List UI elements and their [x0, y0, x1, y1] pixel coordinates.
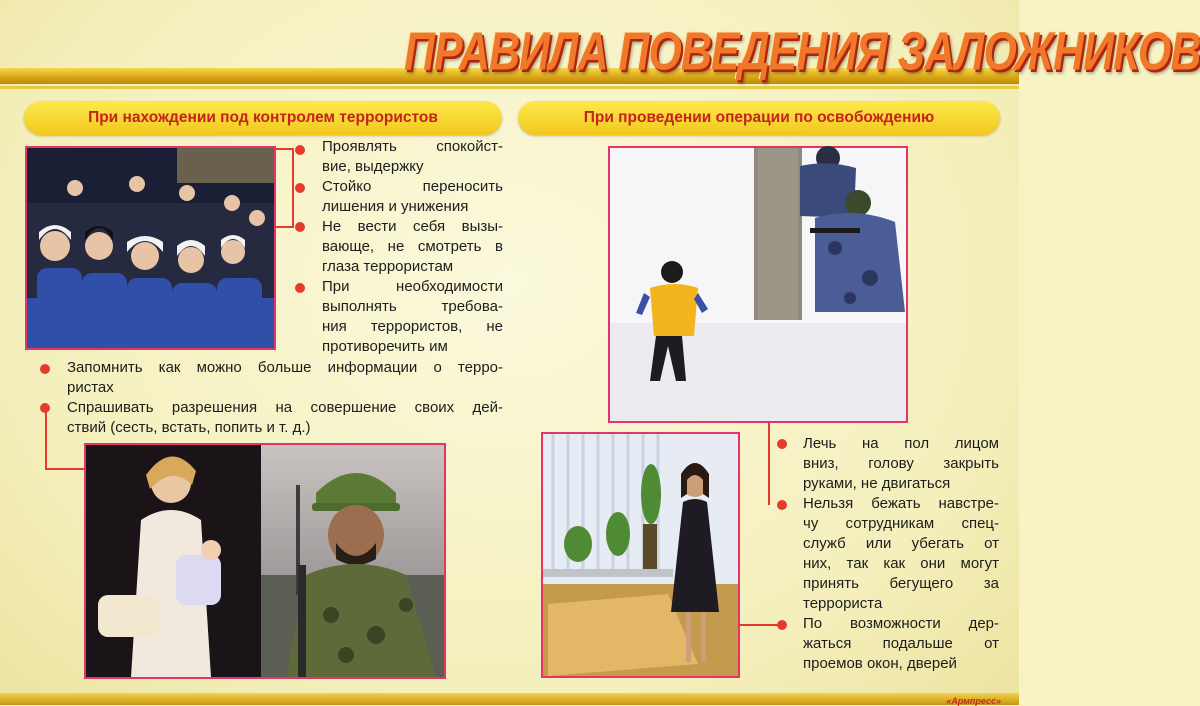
- connector-line: [45, 410, 47, 470]
- bullet-dot: [777, 439, 787, 449]
- right-item-2-line: них, так как они могут: [803, 555, 999, 572]
- bullet-dot: [295, 145, 305, 155]
- left-item-3-line: вающе, не смотреть в: [322, 238, 503, 255]
- left-item-1: [322, 137, 503, 177]
- left-item-2-line: Стойко переносить: [322, 178, 503, 195]
- right-item-2-line: Нельзя бежать навстре-: [803, 495, 999, 512]
- bottom-band: [0, 693, 1019, 705]
- connector-line: [740, 624, 780, 626]
- right-item-1-line: вниз, голову закрыть: [803, 455, 999, 472]
- left-item-2: [322, 177, 503, 217]
- left-item-4-line: ния террористов, не: [322, 318, 503, 335]
- connector-line: [292, 148, 294, 228]
- left-item-3-line: Не вести себя вызы-: [322, 218, 503, 235]
- right-item-3-line: жаться подальше от: [803, 635, 999, 652]
- right-item-2-line: террориста: [803, 595, 883, 612]
- left-item-3-line: глаза террористам: [322, 258, 454, 275]
- right-item-2: [803, 494, 999, 614]
- bullet-dot: [295, 283, 305, 293]
- left-item-4-line: При необходимости: [322, 278, 503, 295]
- right-item-3: [803, 614, 999, 674]
- bullet-dot: [777, 620, 787, 630]
- bullet-dot: [40, 403, 50, 413]
- right-item-1-line: руками, не двигаться: [803, 475, 951, 492]
- connector-line: [276, 226, 294, 228]
- photo-hostages-in-theater: [25, 146, 276, 350]
- photo-child-and-special-forces: [608, 146, 908, 423]
- left-item-5: [67, 358, 503, 398]
- right-item-2-line: чу сотрудникам спец-: [803, 515, 999, 532]
- photo-snow-illustration: [610, 148, 906, 421]
- left-item-4-line: выполнять требова-: [322, 298, 503, 315]
- photo-woman-in-office: [541, 432, 740, 678]
- left-item-4-line: противоречить им: [322, 338, 448, 355]
- right-item-3-line: По возможности дер-: [803, 615, 999, 632]
- left-item-6: [67, 398, 503, 438]
- left-item-1-line: Проявлять спокойст-: [322, 138, 503, 155]
- left-item-5-line: Запомнить как можно больше информации о терро-: [67, 359, 503, 376]
- left-item-5-line: ристах: [67, 379, 114, 396]
- right-item-2-line: принять бегущего за: [803, 575, 999, 592]
- left-item-6-line: Спрашивать разрешения на совершение своих дей-: [67, 399, 503, 416]
- left-item-4: [322, 277, 503, 357]
- bullet-dot: [777, 500, 787, 510]
- right-item-2-line: служб или убегать от: [803, 535, 999, 552]
- right-section-header: При проведении операции по освобождению: [518, 101, 1000, 135]
- photo-hostages-illustration: [27, 148, 274, 348]
- right-item-1: [803, 434, 999, 494]
- left-section-header: При нахождении под контролем террористов: [24, 101, 502, 135]
- left-item-6-line: ствий (сесть, встать, попить и т. д.): [67, 419, 311, 436]
- right-item-3-line: проемов окон, дверей: [803, 655, 957, 672]
- right-item-1-line: Лечь на пол лицом: [803, 435, 999, 452]
- left-item-2-line: лишения и унижения: [322, 198, 469, 215]
- connector-line: [768, 423, 770, 505]
- bullet-dot: [295, 183, 305, 193]
- left-item-1-line: вие, выдержку: [322, 158, 424, 175]
- bullet-dot: [40, 364, 50, 374]
- photo-office-illustration: [543, 434, 738, 676]
- left-item-3: [322, 217, 503, 277]
- bullet-dot: [295, 222, 305, 232]
- photo-woman-and-soldier: [84, 443, 446, 679]
- publisher-mark: «Армпресс»: [946, 696, 1001, 706]
- connector-line: [45, 468, 85, 470]
- poster-title: ПРАВИЛА ПОВЕДЕНИЯ ЗАЛОЖНИКОВ: [404, 22, 1200, 82]
- photo-woman-soldier-illustration: [86, 445, 444, 677]
